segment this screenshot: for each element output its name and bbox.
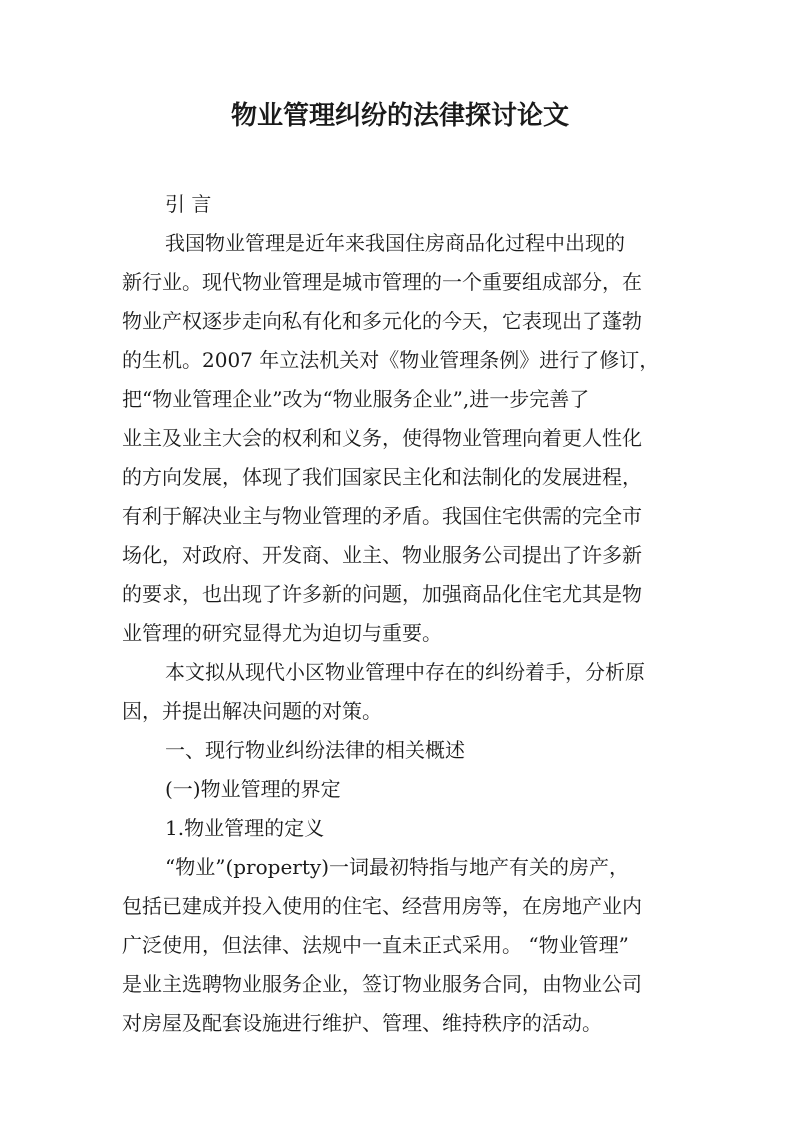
paragraph-line: 业管理的研究显得尤为迫切与重要。 (122, 621, 442, 645)
paragraph-line: 对房屋及配套设施进行维护、管理、维持秩序的活动。 (122, 1011, 602, 1035)
paragraph-line: 的方向发展，体现了我们国家民主化和法制化的发展进程， (122, 465, 642, 489)
paragraph-line: 场化，对政府、开发商、业主、物业服务公司提出了许多新 (122, 543, 642, 567)
document-title: 物业管理纠纷的法律探讨论文 (230, 101, 569, 131)
subsection-heading: (一)物业管理的界定 (165, 777, 341, 801)
paragraph-line: 包括已建成并投入使用的住宅、经营用房等，在房地产业内 (122, 894, 642, 918)
paragraph-line: 因，并提出解决问题的对策。 (122, 699, 382, 723)
paragraph-line: 我国物业管理是近年来我国住房商品化过程中出现的 (165, 231, 625, 255)
paragraph-line: 业主及业主大会的权利和义务，使得物业管理向着更人性化 (122, 426, 642, 450)
paragraph-line: 的要求，也出现了许多新的问题，加强商品化住宅尤其是物 (122, 582, 642, 606)
paragraph-line: 广泛使用，但法律、法规中一直未正式采用。 “物业管理” (122, 933, 629, 957)
paragraph-line: 是业主选聘物业服务企业，签订物业服务合同，由物业公司 (122, 972, 642, 996)
section-heading-1: 一、现行物业纠纷法律的相关概述 (165, 738, 465, 762)
paragraph-line: 本文拟从现代小区物业管理中存在的纠纷着手，分析原 (165, 660, 645, 684)
document-body (122, 185, 682, 1043)
paragraph-line: “物业”(property)一词最初特指与地产有关的房产， (165, 855, 629, 879)
paragraph-line: 有利于解决业主与物业管理的矛盾。我国住宅供需的完全市 (122, 504, 642, 528)
paragraph-line: 物业产权逐步走向私有化和多元化的今天，它表现出了蓬勃 (122, 309, 642, 333)
paragraph-line: 把“物业管理企业”改为“物业服务企业”,进一步完善了 (122, 387, 590, 411)
subsubsection-heading: 1.物业管理的定义 (165, 816, 325, 840)
paragraph-line: 新行业。现代物业管理是城市管理的一个重要组成部分，在 (122, 270, 642, 294)
paragraph-line: 的生机。2007 年立法机关对《物业管理条例》进行了修订， (122, 348, 660, 372)
section-heading-intro: 引 言 (165, 192, 212, 216)
